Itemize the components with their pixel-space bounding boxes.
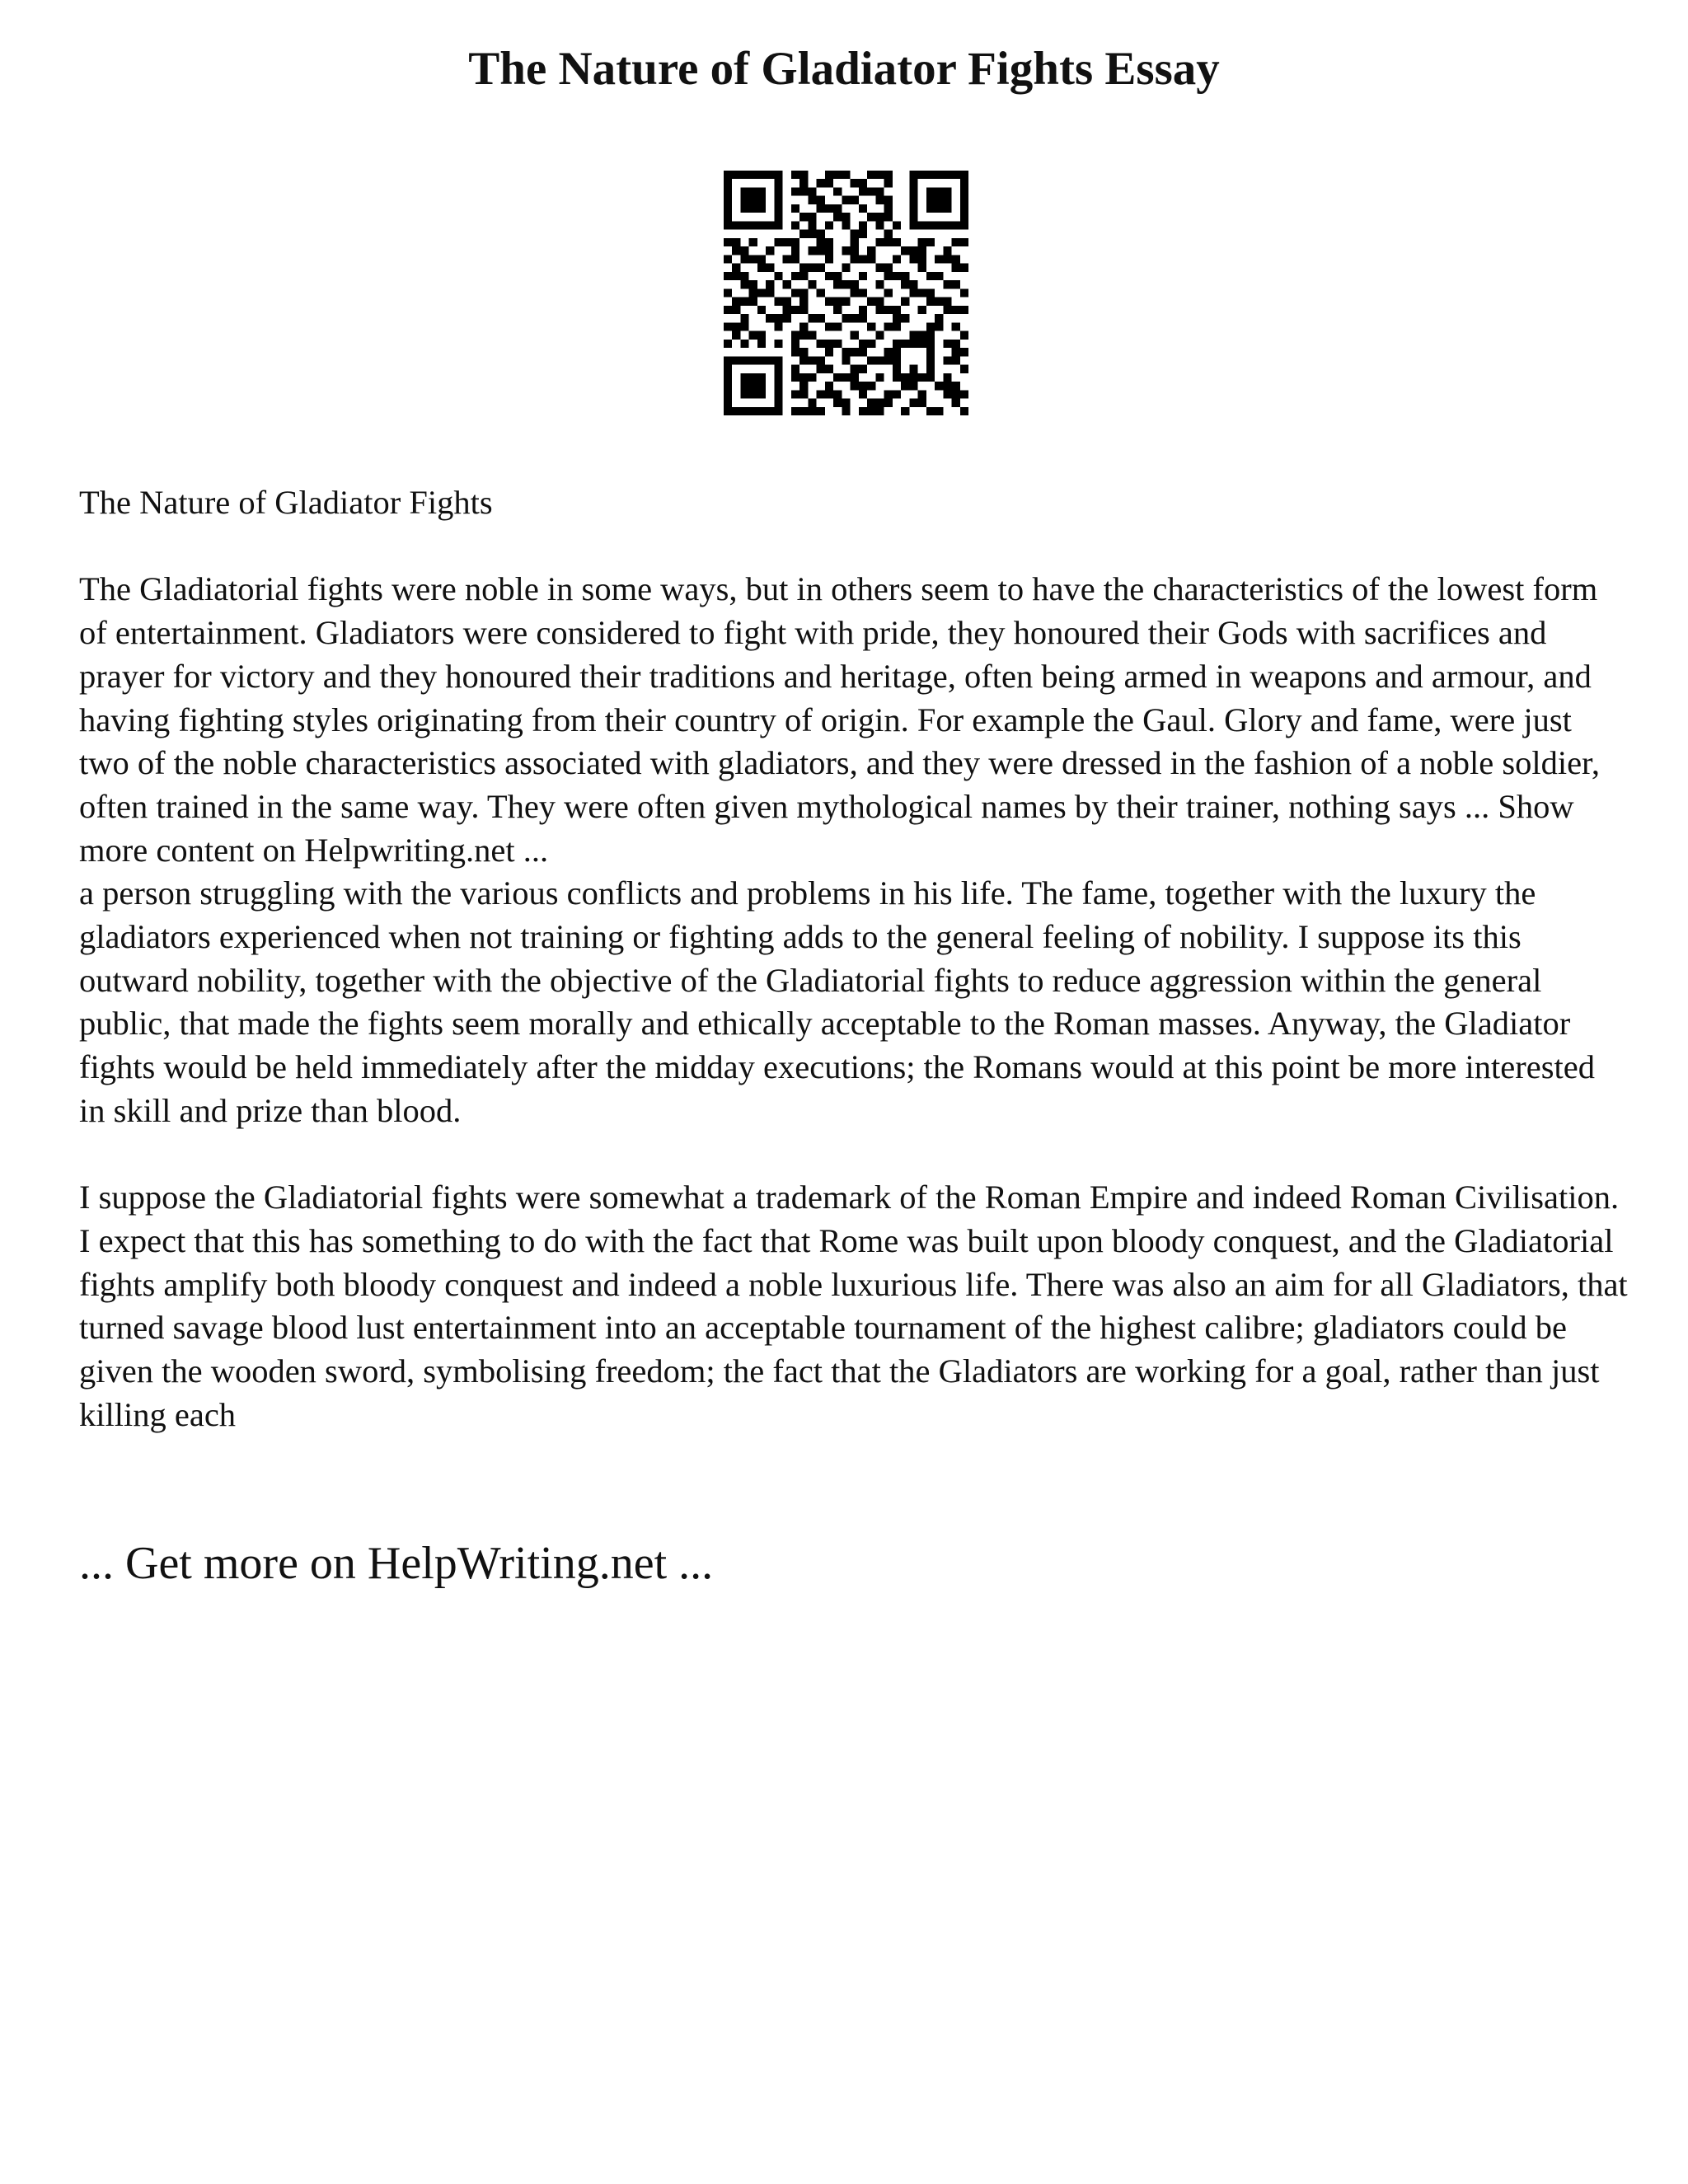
essay-subtitle: The Nature of Gladiator Fights xyxy=(79,484,493,521)
essay-paragraph-3: I suppose the Gladiatorial fights were somewhat a trademark of the Roman Empire and indeed Roman Civilisation. I expect that this has something to do with the fact that Rome was built upon bloody conquest, and the Gladiatorial fights amplify both bloody conquest and indeed a noble luxurious life. There was also an aim for all Gladiators, that turned savage blood lust entertainment into an acceptable tournament of the highest calibre; gladiators could be given the wooden sword, symbolising freedom; the fact that the Gladiators are working for a goal, rather than just killing each xyxy=(79,1179,1628,1433)
paragraph-gap xyxy=(79,525,1629,569)
essay-body xyxy=(79,481,1629,1436)
get-more-link[interactable]: ... Get more on HelpWriting.net ... xyxy=(79,1538,714,1589)
qr-code-icon xyxy=(724,171,968,415)
page-title: The Nature of Gladiator Fights Essay xyxy=(468,43,1220,95)
paragraph-gap xyxy=(79,1133,1629,1177)
essay-paragraph-2: a person struggling with the various conflicts and problems in his life. The fame, together with the luxury the gladiators experienced when not training or fighting adds to the general feeling of nobility. I suppose its this outward nobility, together with the objective of the Gladiatorial fights to reduce aggression within the general public, that made the fights seem morally and ethically acceptable to the Roman masses. Anyway, the Gladiator fights would be held immediately after the midday executions; the Romans would at this point be more interested in skill and prize than blood. xyxy=(79,874,1595,1129)
essay-paragraph-1: The Gladiatorial fights were noble in some ways, but in others seem to have the characteristics of the lowest form of entertainment. Gladiators were considered to fight with pride, they honoured their Gods with sacrifices and prayer for victory and they honoured their traditions and heritage, often being armed in weapons and armour, and having fighting styles originating from their country of origin. For example the Gaul. Glory and fame, were just two of the noble characteristics associated with gladiators, and they were dressed in the fashion of a noble soldier, often trained in the same way. They were often given mythological names by their trainer, nothing says ... Show more content on Helpwriting.net ... xyxy=(79,570,1601,869)
